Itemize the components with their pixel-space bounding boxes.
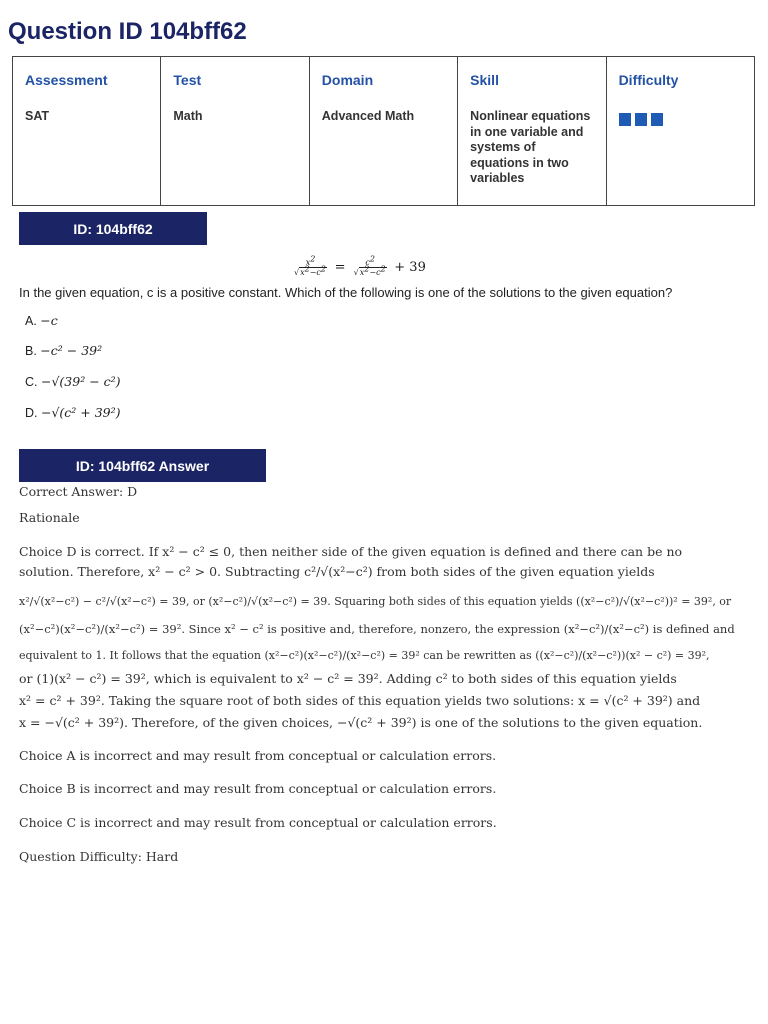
question-meta-table	[12, 56, 755, 206]
difficulty-bar-icon	[651, 113, 663, 126]
choice-letter: A.	[25, 314, 37, 328]
explanation-line: Choice D is correct. If x² − c² ≤ 0, then neither side of the given equation is defined and there can be no	[19, 544, 683, 559]
meta-header-domain: Domain	[321, 72, 374, 88]
meta-row	[13, 57, 755, 206]
choice-a-note: Choice A is incorrect and may result from conceptual or calculation errors.	[19, 748, 497, 763]
choice-text: −c	[40, 313, 58, 328]
explanation-line: equivalent to 1. It follows that the equation (x²−c²)(x²−c²)/(x²−c²) = 39² can be rewritten as ((x²−c²)/(x²−c²))(x² − c²) = 39²,	[19, 649, 710, 662]
explanation-line: solution. Therefore, x² − c² > 0. Subtracting c²/√(x²−c²) from both sides of the given equation yields	[19, 564, 655, 579]
difficulty-bar-icon	[619, 113, 631, 126]
meta-value-skill: Nonlinear equations in one variable and systems of equations in two variables	[470, 109, 591, 185]
page-title: Question ID 104bff62	[8, 18, 247, 45]
choice-c[interactable]	[25, 374, 121, 389]
choice-text: −√(c² + 39²)	[40, 405, 121, 420]
choice-a[interactable]	[25, 313, 58, 328]
meta-value-assessment: SAT	[25, 109, 50, 123]
explanation-line: or (1)(x² − c²) = 39², which is equivalent to x² − c² = 39². Adding c² to both sides of this equation yields	[19, 671, 677, 686]
choice-text: −√(39² − c²)	[40, 374, 121, 389]
given-equation: $\frac{x^2}{√x^2-c^2}$ = $\frac{c^2}{√x^2-c^2}$ + 39	[294, 254, 426, 277]
choice-b[interactable]	[25, 343, 102, 358]
meta-header-test: Test	[173, 72, 202, 88]
correct-answer: Correct Answer: D	[19, 484, 138, 499]
choice-b-note: Choice B is incorrect and may result from conceptual or calculation errors.	[19, 781, 497, 796]
answer-id-banner: ID: 104bff62 Answer	[19, 449, 266, 482]
rationale-label: Rationale	[19, 510, 80, 525]
difficulty-indicator	[619, 113, 742, 126]
meta-cell-domain	[309, 57, 457, 206]
question-stem: In the given equation, c is a positive constant. Which of the following is one of the solutions to the given equation?	[19, 285, 673, 300]
choice-c-note: Choice C is incorrect and may result from conceptual or calculation errors.	[19, 815, 497, 830]
meta-value-domain: Advanced Math	[321, 109, 415, 123]
difficulty-bar-icon	[635, 113, 647, 126]
meta-cell-skill	[458, 57, 606, 206]
meta-header-skill: Skill	[470, 72, 499, 88]
meta-header-difficulty: Difficulty	[618, 72, 679, 88]
choice-d[interactable]	[25, 405, 121, 420]
meta-value-test: Math	[173, 109, 203, 123]
explanation-line: (x²−c²)(x²−c²)/(x²−c²) = 39². Since x² − c² is positive and, therefore, nonzero, the expression (x²−c²)/(x²−c²) is defined and	[19, 622, 735, 636]
choice-letter: C.	[25, 375, 38, 389]
question-difficulty: Question Difficulty: Hard	[19, 849, 179, 864]
meta-cell-test	[161, 57, 309, 206]
meta-cell-assessment	[13, 57, 161, 206]
explanation-line: x²/√(x²−c²) − c²/√(x²−c²) = 39, or (x²−c²)/√(x²−c²) = 39. Squaring both sides of this equation yields ((x²−c²)/√(x²−c²))² = 39², or	[19, 595, 732, 608]
choice-letter: D.	[25, 406, 38, 420]
meta-cell-difficulty	[606, 57, 754, 206]
explanation-line: x = −√(c² + 39²). Therefore, of the given choices, −√(c² + 39²) is one of the solutions to the given equation.	[19, 715, 703, 730]
choice-text: −c² − 39²	[40, 343, 103, 358]
meta-header-assessment: Assessment	[25, 72, 108, 88]
choice-letter: B.	[25, 344, 37, 358]
explanation-line: x² = c² + 39². Taking the square root of both sides of this equation yields two solutions: x = √(c² + 39²) and	[19, 693, 701, 708]
question-id-banner: ID: 104bff62	[19, 212, 207, 245]
